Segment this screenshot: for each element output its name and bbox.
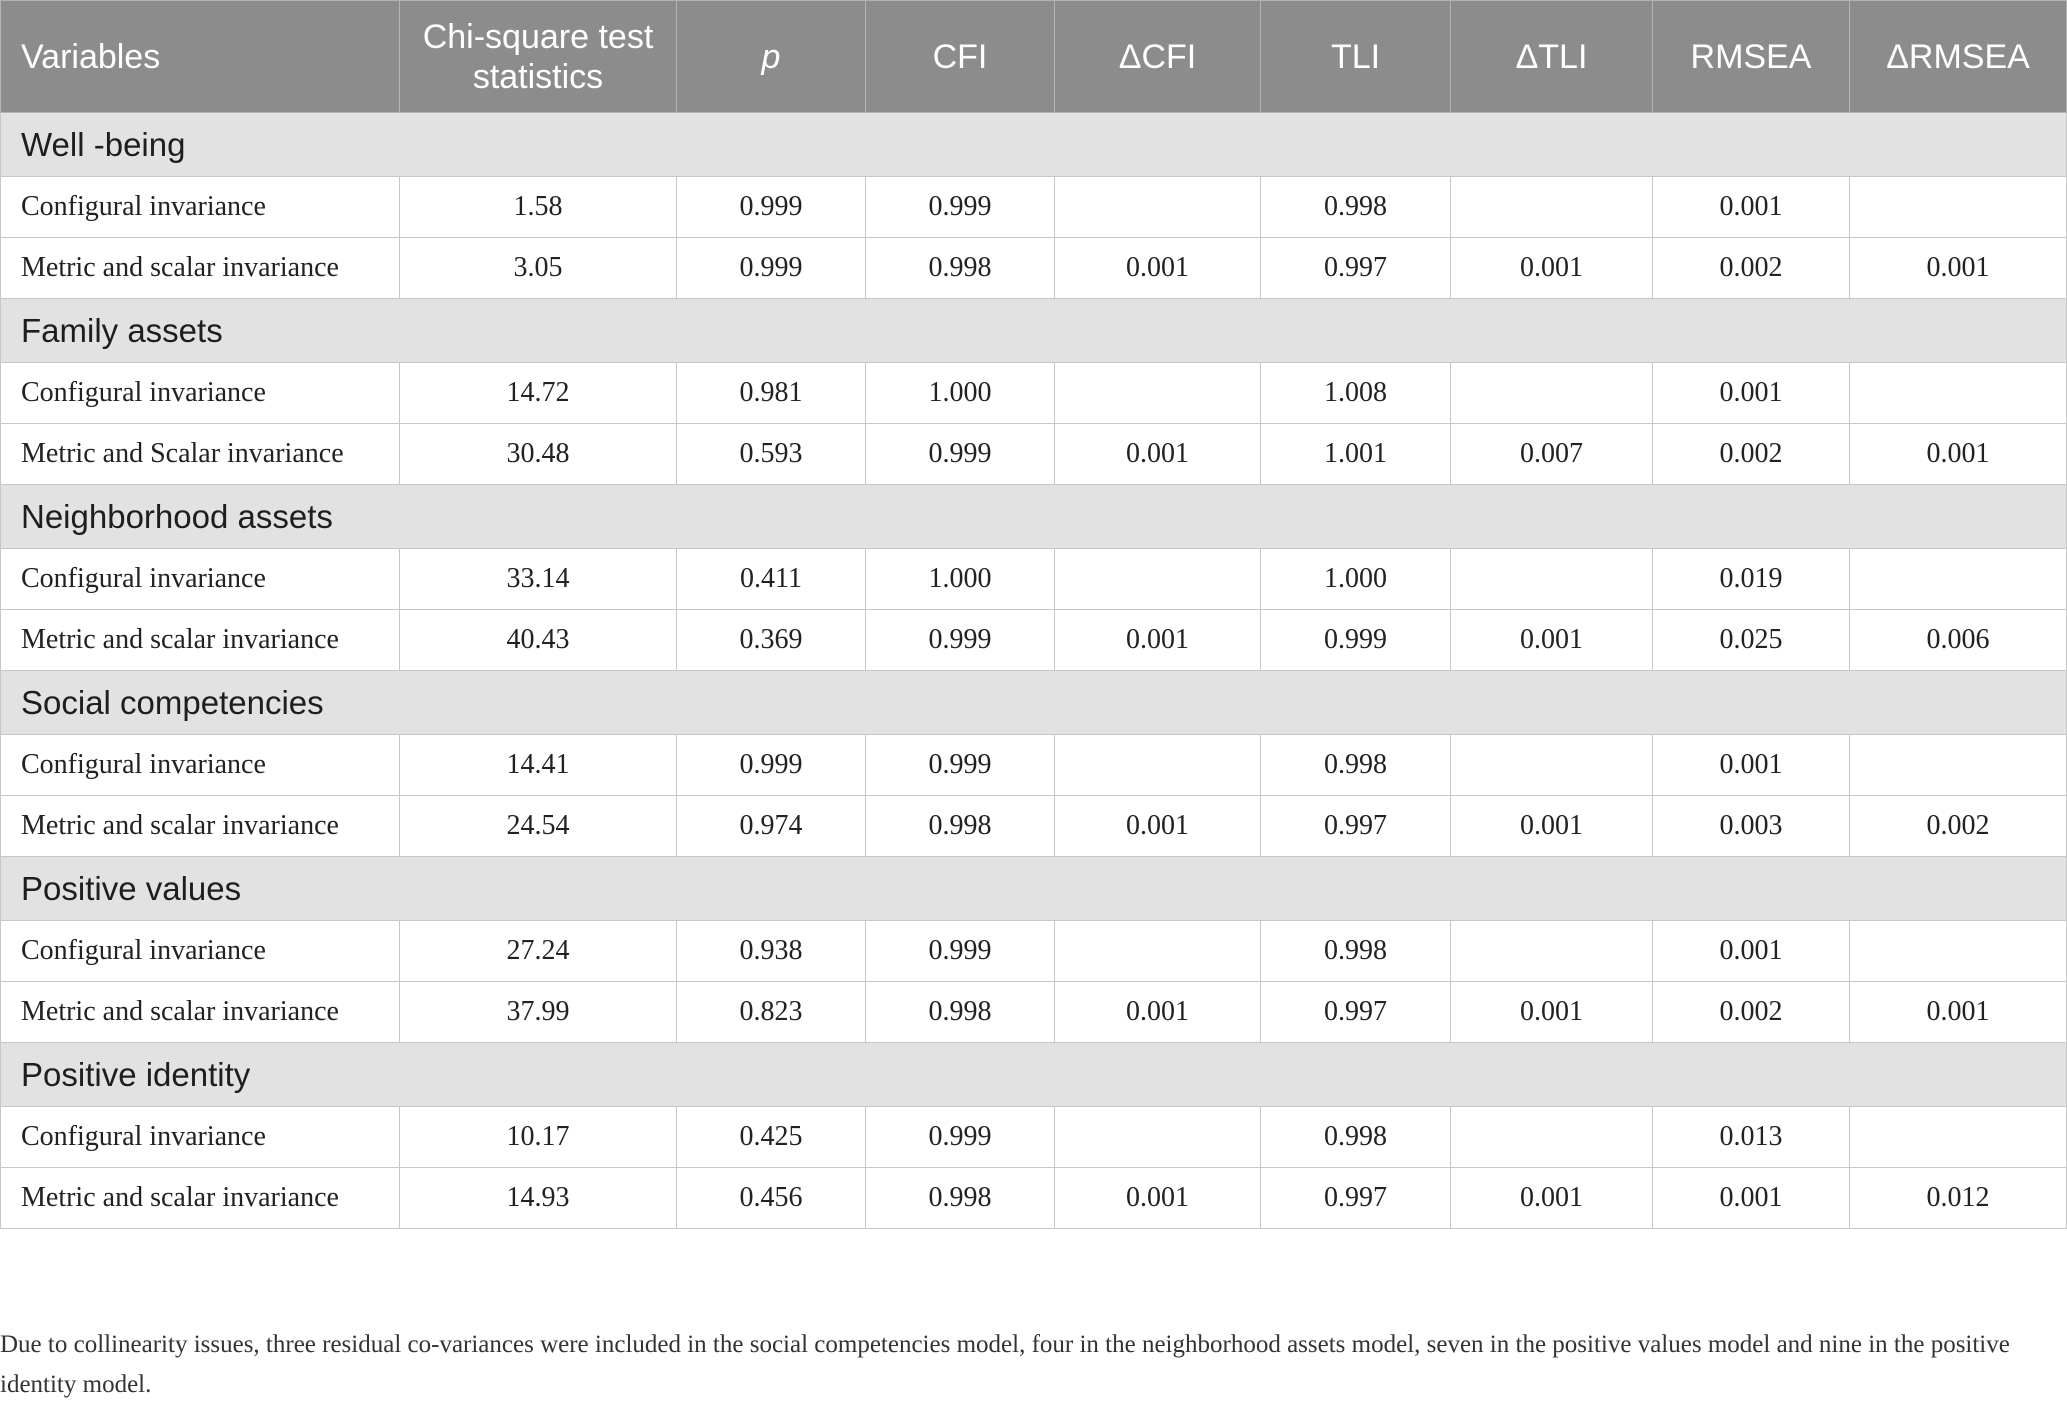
header-chi-square <box>400 1 677 113</box>
delta-rmsea-cell <box>1850 1107 2067 1168</box>
table-row <box>1 549 2067 610</box>
row-label: Configural invariance <box>1 1107 400 1168</box>
p-cell: 0.823 <box>677 982 866 1043</box>
group-title: Neighborhood assets <box>1 485 2067 549</box>
tli-cell: 1.001 <box>1261 424 1451 485</box>
tli-cell: 1.000 <box>1261 549 1451 610</box>
delta-cfi-cell <box>1055 735 1261 796</box>
chi-square-cell: 27.24 <box>400 921 677 982</box>
tli-cell: 0.997 <box>1261 1168 1451 1229</box>
tli-cell: 0.997 <box>1261 238 1451 299</box>
header-delta-tli: ΔTLI <box>1451 1 1653 113</box>
p-cell: 0.974 <box>677 796 866 857</box>
chi-square-cell: 37.99 <box>400 982 677 1043</box>
delta-cfi-cell <box>1055 549 1261 610</box>
chi-square-cell: 30.48 <box>400 424 677 485</box>
delta-rmsea-cell: 0.001 <box>1850 982 2067 1043</box>
group-row-positive-values <box>1 857 2067 921</box>
header-chi-square-text: Chi-square test statistics <box>422 17 654 96</box>
chi-square-cell: 14.41 <box>400 735 677 796</box>
delta-cfi-cell: 0.001 <box>1055 238 1261 299</box>
rmsea-cell: 0.019 <box>1653 549 1850 610</box>
delta-cfi-cell <box>1055 363 1261 424</box>
delta-tli-cell <box>1451 921 1653 982</box>
p-cell: 0.411 <box>677 549 866 610</box>
delta-tli-cell <box>1451 549 1653 610</box>
chi-square-cell: 1.58 <box>400 177 677 238</box>
table-row <box>1 796 2067 857</box>
header-p: p <box>677 1 866 113</box>
tli-cell: 0.997 <box>1261 796 1451 857</box>
chi-square-cell: 40.43 <box>400 610 677 671</box>
table-row <box>1 1107 2067 1168</box>
delta-tli-cell: 0.001 <box>1451 796 1653 857</box>
header-delta-rmsea: ΔRMSEA <box>1850 1 2067 113</box>
rmsea-cell: 0.001 <box>1653 363 1850 424</box>
rmsea-cell: 0.001 <box>1653 1168 1850 1229</box>
tli-cell: 1.008 <box>1261 363 1451 424</box>
header-rmsea: RMSEA <box>1653 1 1850 113</box>
delta-cfi-cell: 0.001 <box>1055 424 1261 485</box>
p-cell: 0.938 <box>677 921 866 982</box>
group-row-positive-identity <box>1 1043 2067 1107</box>
row-label: Configural invariance <box>1 549 400 610</box>
row-label: Metric and scalar invariance <box>1 796 400 857</box>
group-title: Positive values <box>1 857 2067 921</box>
tli-cell: 0.998 <box>1261 1107 1451 1168</box>
row-label: Metric and Scalar invariance <box>1 424 400 485</box>
header-cfi: CFI <box>866 1 1055 113</box>
chi-square-cell: 24.54 <box>400 796 677 857</box>
table-row <box>1 982 2067 1043</box>
delta-tli-cell <box>1451 1107 1653 1168</box>
rmsea-cell: 0.025 <box>1653 610 1850 671</box>
tli-cell: 0.998 <box>1261 177 1451 238</box>
rmsea-cell: 0.001 <box>1653 921 1850 982</box>
row-label: Configural invariance <box>1 177 400 238</box>
cfi-cell: 0.999 <box>866 735 1055 796</box>
cfi-cell: 0.998 <box>866 796 1055 857</box>
chi-square-cell: 33.14 <box>400 549 677 610</box>
delta-tli-cell: 0.001 <box>1451 982 1653 1043</box>
delta-rmsea-cell: 0.012 <box>1850 1168 2067 1229</box>
delta-rmsea-cell <box>1850 735 2067 796</box>
header-tli: TLI <box>1261 1 1451 113</box>
delta-tli-cell: 0.001 <box>1451 610 1653 671</box>
delta-tli-cell: 0.001 <box>1451 238 1653 299</box>
rmsea-cell: 0.001 <box>1653 177 1850 238</box>
delta-cfi-cell <box>1055 177 1261 238</box>
chi-square-cell: 14.93 <box>400 1168 677 1229</box>
p-cell: 0.999 <box>677 177 866 238</box>
delta-cfi-cell: 0.001 <box>1055 1168 1261 1229</box>
table-body <box>1 113 2067 1229</box>
delta-rmsea-cell: 0.002 <box>1850 796 2067 857</box>
group-title: Well -being <box>1 113 2067 177</box>
delta-cfi-cell: 0.001 <box>1055 610 1261 671</box>
cfi-cell: 0.998 <box>866 1168 1055 1229</box>
tli-cell: 0.999 <box>1261 610 1451 671</box>
delta-rmsea-cell <box>1850 549 2067 610</box>
chi-square-cell: 14.72 <box>400 363 677 424</box>
delta-cfi-cell: 0.001 <box>1055 796 1261 857</box>
chi-square-cell: 3.05 <box>400 238 677 299</box>
table-footnote: Due to collinearity issues, three residual co-variances were included in the social competencies model, four in the neighborhood assets model, seven in the positive values model and nine in the positive identity model. <box>0 1331 2010 1398</box>
tli-cell: 0.998 <box>1261 735 1451 796</box>
table-row <box>1 424 2067 485</box>
p-cell: 0.425 <box>677 1107 866 1168</box>
row-label: Metric and scalar invariance <box>1 238 400 299</box>
table-row <box>1 177 2067 238</box>
delta-rmsea-cell: 0.001 <box>1850 424 2067 485</box>
cfi-cell: 0.999 <box>866 424 1055 485</box>
rmsea-cell: 0.001 <box>1653 735 1850 796</box>
tli-cell: 0.998 <box>1261 921 1451 982</box>
table-row <box>1 921 2067 982</box>
table-row <box>1 363 2067 424</box>
header-variables: Variables <box>1 1 400 113</box>
delta-tli-cell: 0.007 <box>1451 424 1653 485</box>
group-row-social-competencies <box>1 671 2067 735</box>
cfi-cell: 1.000 <box>866 549 1055 610</box>
header-delta-cfi: ΔCFI <box>1055 1 1261 113</box>
delta-cfi-cell <box>1055 1107 1261 1168</box>
delta-rmsea-cell <box>1850 921 2067 982</box>
cfi-cell: 0.998 <box>866 238 1055 299</box>
row-label: Metric and scalar invariance <box>1 1168 400 1229</box>
cfi-cell: 0.999 <box>866 1107 1055 1168</box>
delta-cfi-cell <box>1055 921 1261 982</box>
group-row-neighborhood-assets <box>1 485 2067 549</box>
delta-tli-cell <box>1451 735 1653 796</box>
delta-rmsea-cell: 0.001 <box>1850 238 2067 299</box>
delta-rmsea-cell <box>1850 363 2067 424</box>
cfi-cell: 0.999 <box>866 610 1055 671</box>
p-cell: 0.593 <box>677 424 866 485</box>
group-title: Family assets <box>1 299 2067 363</box>
delta-rmsea-cell: 0.006 <box>1850 610 2067 671</box>
row-label: Metric and scalar invariance <box>1 610 400 671</box>
table-header-row <box>1 1 2067 113</box>
rmsea-cell: 0.002 <box>1653 424 1850 485</box>
group-title: Social competencies <box>1 671 2067 735</box>
table-row <box>1 735 2067 796</box>
table-row <box>1 1168 2067 1229</box>
chi-square-cell: 10.17 <box>400 1107 677 1168</box>
delta-tli-cell <box>1451 363 1653 424</box>
cfi-cell: 0.998 <box>866 982 1055 1043</box>
row-label: Configural invariance <box>1 921 400 982</box>
delta-cfi-cell: 0.001 <box>1055 982 1261 1043</box>
p-cell: 0.981 <box>677 363 866 424</box>
p-cell: 0.456 <box>677 1168 866 1229</box>
rmsea-cell: 0.002 <box>1653 982 1850 1043</box>
delta-tli-cell: 0.001 <box>1451 1168 1653 1229</box>
tli-cell: 0.997 <box>1261 982 1451 1043</box>
row-label: Metric and scalar invariance <box>1 982 400 1043</box>
row-label: Configural invariance <box>1 363 400 424</box>
rmsea-cell: 0.013 <box>1653 1107 1850 1168</box>
group-row-well-being <box>1 113 2067 177</box>
p-cell: 0.369 <box>677 610 866 671</box>
cfi-cell: 0.999 <box>866 921 1055 982</box>
rmsea-cell: 0.002 <box>1653 238 1850 299</box>
table-row <box>1 610 2067 671</box>
delta-tli-cell <box>1451 177 1653 238</box>
group-row-family-assets <box>1 299 2067 363</box>
p-cell: 0.999 <box>677 735 866 796</box>
table-row <box>1 238 2067 299</box>
rmsea-cell: 0.003 <box>1653 796 1850 857</box>
cfi-cell: 1.000 <box>866 363 1055 424</box>
p-cell: 0.999 <box>677 238 866 299</box>
delta-rmsea-cell <box>1850 177 2067 238</box>
row-label: Configural invariance <box>1 735 400 796</box>
group-title: Positive identity <box>1 1043 2067 1107</box>
cfi-cell: 0.999 <box>866 177 1055 238</box>
